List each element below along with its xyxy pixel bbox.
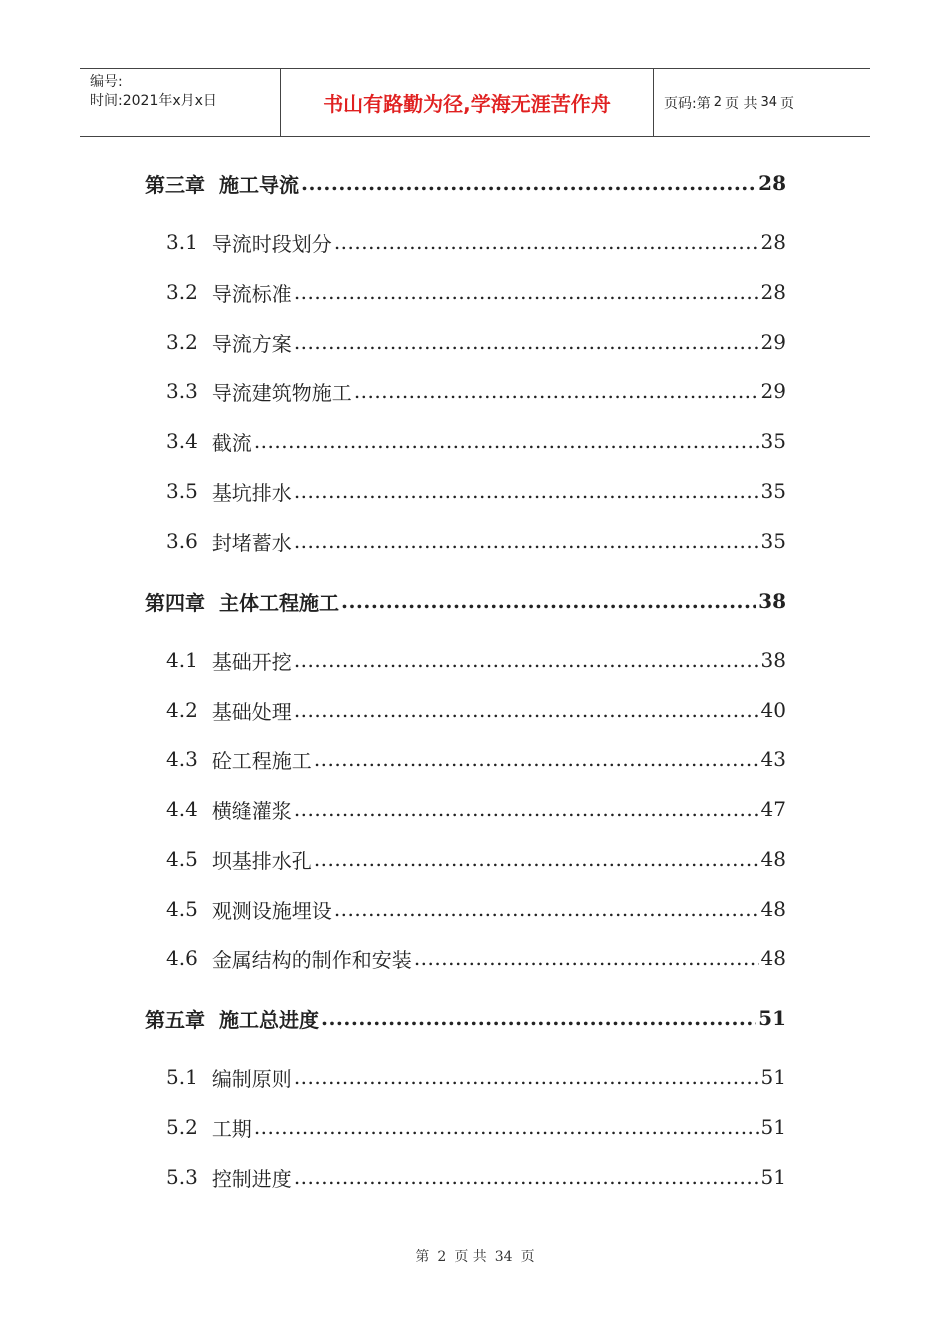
toc-dot-leader (321, 1003, 756, 1033)
header-page-total: 34 (760, 95, 777, 110)
toc-dot-leader (294, 1162, 759, 1192)
toc-entry-page: 48 (760, 847, 786, 871)
header-page-prefix: 页码:第 (664, 95, 711, 112)
toc-dot-leader (254, 1112, 759, 1142)
toc-entry-title: 砼工程施工 (211, 748, 312, 773)
toc-section-entry[interactable] (166, 744, 786, 774)
toc-entry-number: 第三章 (145, 172, 205, 197)
toc-dot-leader (254, 426, 759, 456)
toc-entry-title: 截流 (211, 430, 252, 455)
toc-entry-page: 38 (760, 648, 786, 672)
toc-entry-page: 51 (758, 1006, 786, 1030)
toc-entry-number: 3.5 (166, 479, 198, 503)
page-footer (0, 1246, 950, 1266)
toc-entry-page: 35 (760, 429, 786, 453)
toc-entry-page: 29 (760, 379, 786, 403)
toc-entry-number: 4.6 (166, 946, 198, 970)
toc-entry-title: 控制进度 (211, 1166, 292, 1191)
header-page-info (654, 69, 870, 136)
toc-section-entry[interactable] (166, 526, 786, 556)
toc-dot-leader (334, 894, 759, 924)
header-page-suffix: 页 (780, 95, 794, 112)
toc-entry-number: 5.2 (166, 1115, 198, 1139)
toc-entry-page: 28 (758, 171, 786, 195)
toc-dot-leader (341, 586, 756, 616)
toc-entry-page: 51 (760, 1065, 786, 1089)
toc-entry-page: 48 (760, 897, 786, 921)
toc-section-entry[interactable] (166, 894, 786, 924)
footer-current: 2 (437, 1249, 447, 1265)
toc-entry-title: 工期 (211, 1116, 252, 1141)
toc-entry-page: 40 (760, 698, 786, 722)
toc-entry-title: 基础处理 (211, 699, 292, 724)
toc-entry-title: 基坑排水 (211, 480, 292, 505)
toc-section-entry[interactable] (166, 227, 786, 257)
toc-entry-number: 4.2 (166, 698, 198, 722)
toc-entry-title: 主体工程施工 (219, 590, 339, 615)
toc-entry-title: 坝基排水孔 (211, 848, 312, 873)
toc-entry-page: 28 (760, 230, 786, 254)
toc-entry-page: 38 (758, 589, 786, 613)
toc-entry-page: 47 (760, 797, 786, 821)
toc-section-entry[interactable] (166, 327, 786, 357)
toc-dot-leader (314, 744, 759, 774)
toc-entry-number: 5.3 (166, 1165, 198, 1189)
toc-entry-title: 导流方案 (211, 331, 292, 356)
toc-entry-number: 4.5 (166, 897, 198, 921)
toc-entry-number: 3.6 (166, 529, 198, 553)
toc-section-entry[interactable] (166, 844, 786, 874)
header-page-mid: 页 共 (725, 95, 758, 112)
toc-section-entry[interactable] (166, 794, 786, 824)
toc-section-entry[interactable] (166, 645, 786, 675)
toc-chapter-entry[interactable] (145, 168, 786, 198)
toc-dot-leader (294, 476, 759, 506)
toc-chapter-entry[interactable] (145, 586, 786, 616)
footer-total: 34 (494, 1249, 513, 1265)
toc-entry-title: 导流标准 (211, 281, 292, 306)
footer-mid: 页 共 (454, 1249, 487, 1265)
toc-dot-leader (414, 943, 759, 973)
toc-entry-number: 4.4 (166, 797, 198, 821)
footer-prefix: 第 (415, 1249, 430, 1265)
toc-entry-title: 封堵蓄水 (211, 530, 292, 555)
toc-entry-page: 35 (760, 529, 786, 553)
toc-dot-leader (334, 227, 759, 257)
toc-dot-leader (294, 645, 759, 675)
toc-dot-leader (301, 168, 756, 198)
header-motto: 书山有路勤为径,学海无涯苦作舟 (281, 69, 654, 136)
toc-entry-title: 施工导流 (219, 172, 299, 197)
toc-section-entry[interactable] (166, 1162, 786, 1192)
toc-entry-page: 51 (760, 1115, 786, 1139)
toc-section-entry[interactable] (166, 943, 786, 973)
toc-section-entry[interactable] (166, 1062, 786, 1092)
toc-dot-leader (294, 327, 759, 357)
toc-dot-leader (294, 526, 759, 556)
toc-entry-number: 4.1 (166, 648, 198, 672)
toc-chapter-entry[interactable] (145, 1003, 786, 1033)
page-header (80, 68, 870, 137)
toc-dot-leader (314, 844, 759, 874)
header-meta (80, 69, 281, 136)
toc-entry-title: 观测设施埋设 (211, 898, 332, 923)
toc-entry-page: 48 (760, 946, 786, 970)
toc-entry-title: 编制原则 (211, 1066, 292, 1091)
toc-dot-leader (294, 1062, 759, 1092)
toc-dot-leader (294, 277, 759, 307)
toc-entry-title: 基础开挖 (211, 649, 292, 674)
toc-entry-number: 3.2 (166, 280, 198, 304)
toc-section-entry[interactable] (166, 376, 786, 406)
toc-entry-number: 4.5 (166, 847, 198, 871)
toc-entry-number: 3.1 (166, 230, 198, 254)
toc-section-entry[interactable] (166, 1112, 786, 1142)
toc-section-entry[interactable] (166, 476, 786, 506)
footer-suffix: 页 (520, 1249, 535, 1265)
toc-entry-number: 3.4 (166, 429, 198, 453)
toc-entry-number: 3.2 (166, 330, 198, 354)
toc-entry-page: 28 (760, 280, 786, 304)
toc-section-entry[interactable] (166, 695, 786, 725)
toc-entry-number: 第五章 (145, 1007, 205, 1032)
toc-entry-title: 导流建筑物施工 (211, 380, 352, 405)
header-page-current: 2 (713, 95, 722, 110)
toc-entry-page: 51 (760, 1165, 786, 1189)
toc-entry-title: 金属结构的制作和安装 (211, 947, 412, 972)
toc-entry-title: 施工总进度 (219, 1007, 319, 1032)
toc-entry-title: 导流时段划分 (211, 231, 332, 256)
toc-entry-number: 3.3 (166, 379, 198, 403)
toc-section-entry[interactable] (166, 277, 786, 307)
document-number-label: 编号: (90, 74, 123, 90)
toc-dot-leader (294, 794, 759, 824)
toc-section-entry[interactable] (166, 426, 786, 456)
toc-entry-number: 5.1 (166, 1065, 198, 1089)
toc-entry-title: 横缝灌浆 (211, 798, 292, 823)
toc-entry-number: 第四章 (145, 590, 205, 615)
toc-entry-page: 43 (760, 747, 786, 771)
toc-entry-page: 35 (760, 479, 786, 503)
toc-entry-number: 4.3 (166, 747, 198, 771)
document-time-label: 时间:2021年x月x日 (90, 93, 217, 109)
toc-entry-page: 29 (760, 330, 786, 354)
toc-dot-leader (354, 376, 759, 406)
toc-dot-leader (294, 695, 759, 725)
